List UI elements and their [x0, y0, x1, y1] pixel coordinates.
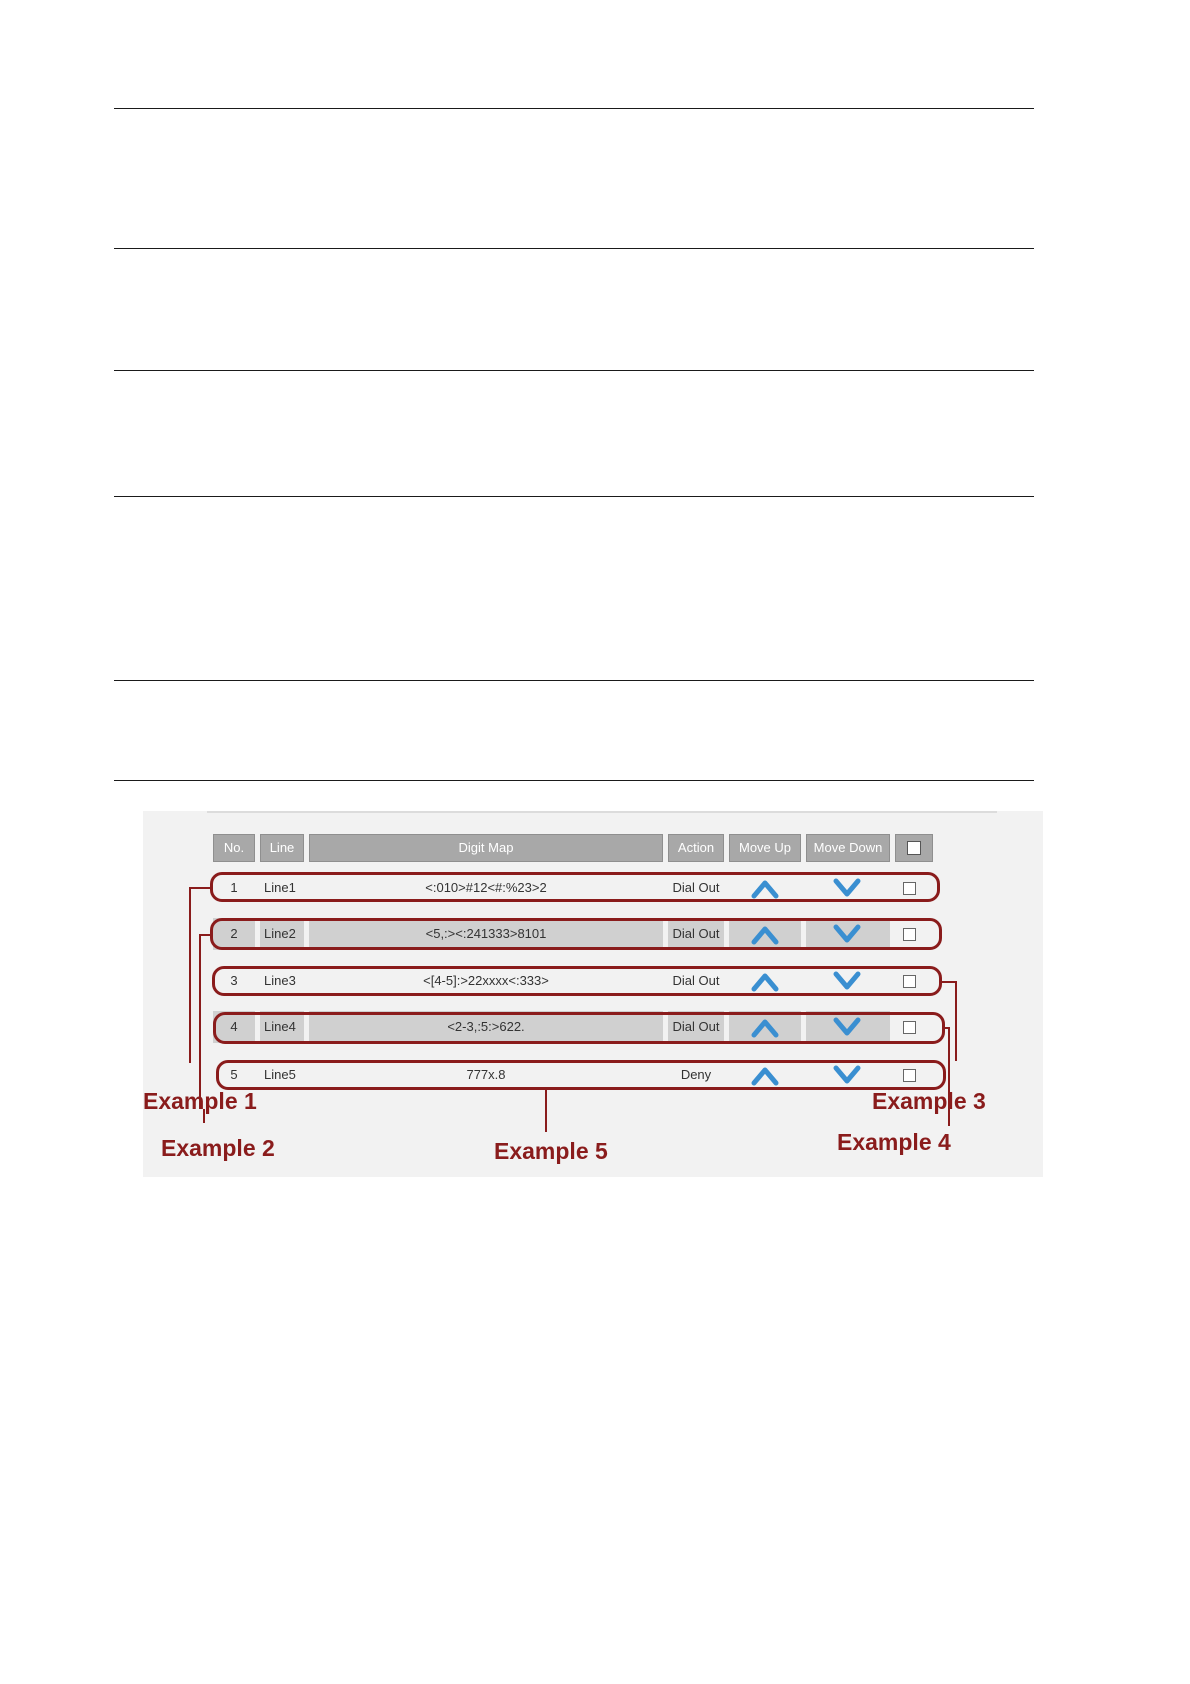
example-4-outline: [213, 1012, 945, 1044]
example-1-leader: [189, 887, 191, 1063]
row-action: Deny: [680, 1067, 712, 1082]
row-digit-map: 777x.8: [466, 1067, 506, 1082]
row-digit-map: <:010>#12<#:%23>2: [425, 880, 547, 895]
section-divider: [114, 248, 1034, 249]
row-digit-map: <[4-5]:>22xxxx<:333>: [423, 973, 549, 988]
example-3-outline: [212, 966, 942, 996]
section-divider: [114, 780, 1034, 781]
row-action: Dial Out: [668, 1011, 724, 1043]
example-2-label: Example 2: [161, 1135, 275, 1161]
example-3-leader: [955, 981, 957, 1061]
header-digit-map: Digit Map: [309, 834, 663, 862]
example-2-outline: [210, 918, 942, 950]
section-divider: [114, 496, 1034, 497]
example-5-outline: [216, 1060, 946, 1090]
row-no: 3: [230, 973, 238, 988]
row-line: Line2: [260, 918, 304, 950]
row-no: 4: [213, 1011, 255, 1043]
digit-map-screenshot: [143, 811, 1043, 1177]
row-action: Dial Out: [672, 880, 720, 895]
example-1-outline: [210, 872, 940, 902]
header-move-up: Move Up: [729, 834, 801, 862]
example-2-leader: [199, 934, 201, 1109]
example-1-label: Example 1: [143, 1088, 257, 1114]
row-line: Line1: [264, 880, 296, 895]
header-move-down: Move Down: [806, 834, 890, 862]
row-action: Dial Out: [668, 918, 724, 950]
example-1-leader: [189, 887, 211, 889]
row-line: Line4: [260, 1011, 304, 1043]
row-no: 1: [230, 880, 238, 895]
section-divider: [114, 108, 1034, 109]
header-action: Action: [668, 834, 724, 862]
row-line: Line5: [264, 1067, 296, 1082]
section-divider: [114, 680, 1034, 681]
section-divider: [114, 370, 1034, 371]
panel-edge: [207, 811, 997, 813]
select-all-checkbox[interactable]: [895, 834, 933, 862]
example-4-label: Example 4: [837, 1129, 951, 1155]
row-line: Line3: [264, 973, 296, 988]
header-no: No.: [213, 834, 255, 862]
header-line: Line: [260, 834, 304, 862]
example-3-label: Example 3: [872, 1088, 986, 1114]
example-5-leader: [545, 1090, 547, 1132]
row-action: Dial Out: [672, 973, 720, 988]
row-digit-map: <2-3,:5:>622.: [309, 1011, 663, 1043]
example-5-label: Example 5: [494, 1138, 608, 1164]
checkbox-icon: [907, 841, 921, 855]
row-no: 2: [213, 918, 255, 950]
row-digit-map: <5,:><:241333>8101: [309, 918, 663, 950]
row-no: 5: [230, 1067, 238, 1082]
